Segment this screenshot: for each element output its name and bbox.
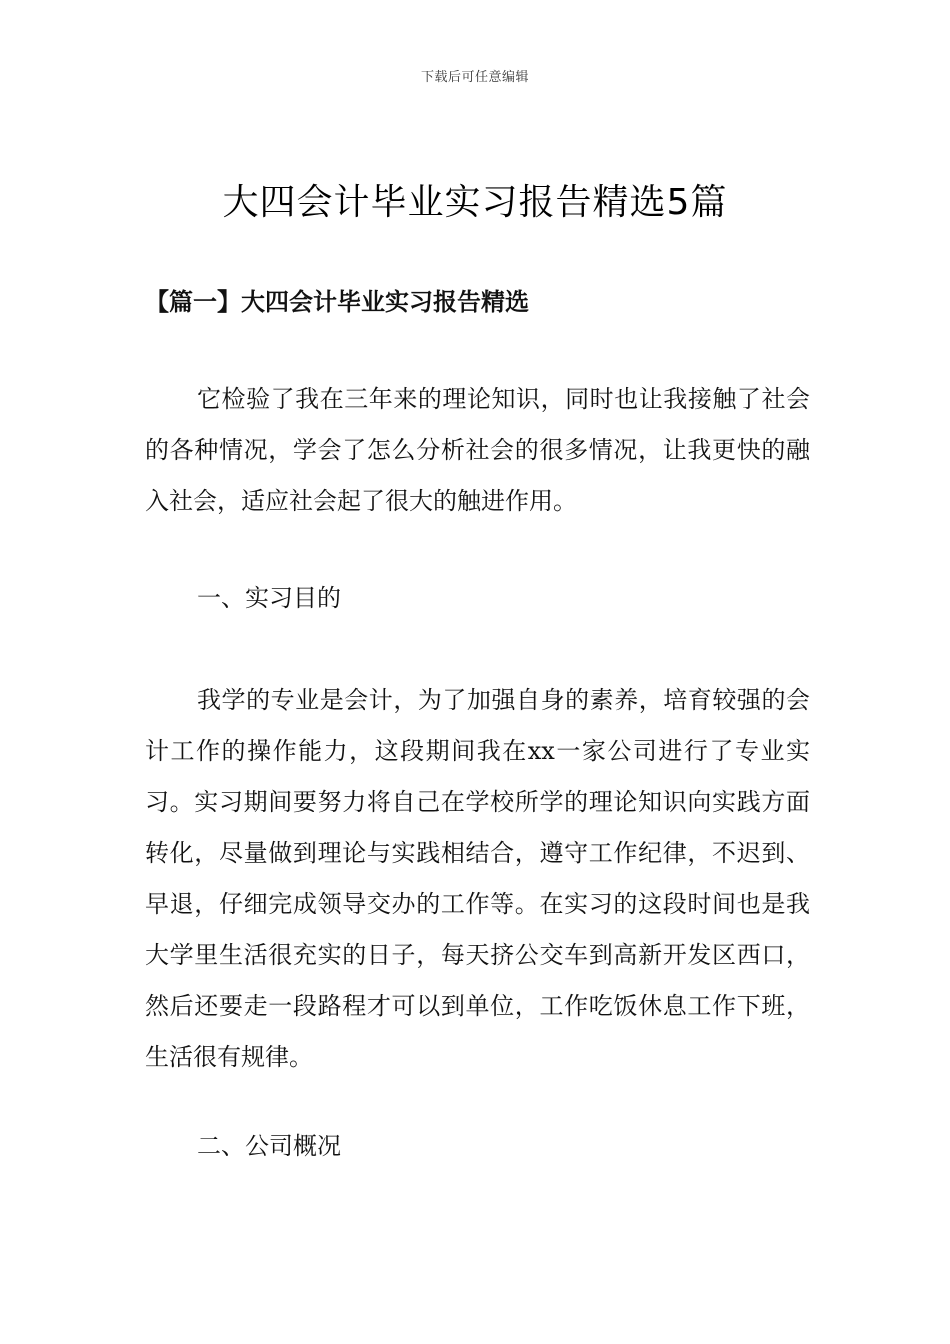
header-note: 下载后可任意编辑 <box>420 70 529 85</box>
intro-paragraph: 它检验了我在三年来的理论知识，同时也让我接触了社会的各种情况，学会了怎么分析社会的很多情况，让我更快的融入社会，适应社会起了很大的触进作用。 <box>145 385 810 515</box>
subheading-internship-purpose: 一、实习目的 <box>197 584 341 612</box>
subheading-company-overview: 二、公司概况 <box>197 1132 341 1160</box>
section-heading: 【篇一】大四会计毕业实习报告精选 <box>145 287 529 316</box>
purpose-paragraph: 我学的专业是会计，为了加强自身的素养，培育较强的会计工作的操作能力，这段期间我在xx一家公司进行了专业实习。实习期间要努力将自己在学校所学的理论知识向实践方面转化，尽量做到理论与实践相结合，遵守工作纪律，不迟到、早退，仔细完成领导交办的工作等。在实习的这段时间也是我大学里生活很充实的日子，每天挤公交车到高新开发区西口，然后还要走一段路程才可以到单位，工作吃饭休息工作下班，生活很有规律。 <box>145 686 810 1071</box>
document-title: 大四会计毕业实习报告精选5篇 <box>222 182 728 223</box>
